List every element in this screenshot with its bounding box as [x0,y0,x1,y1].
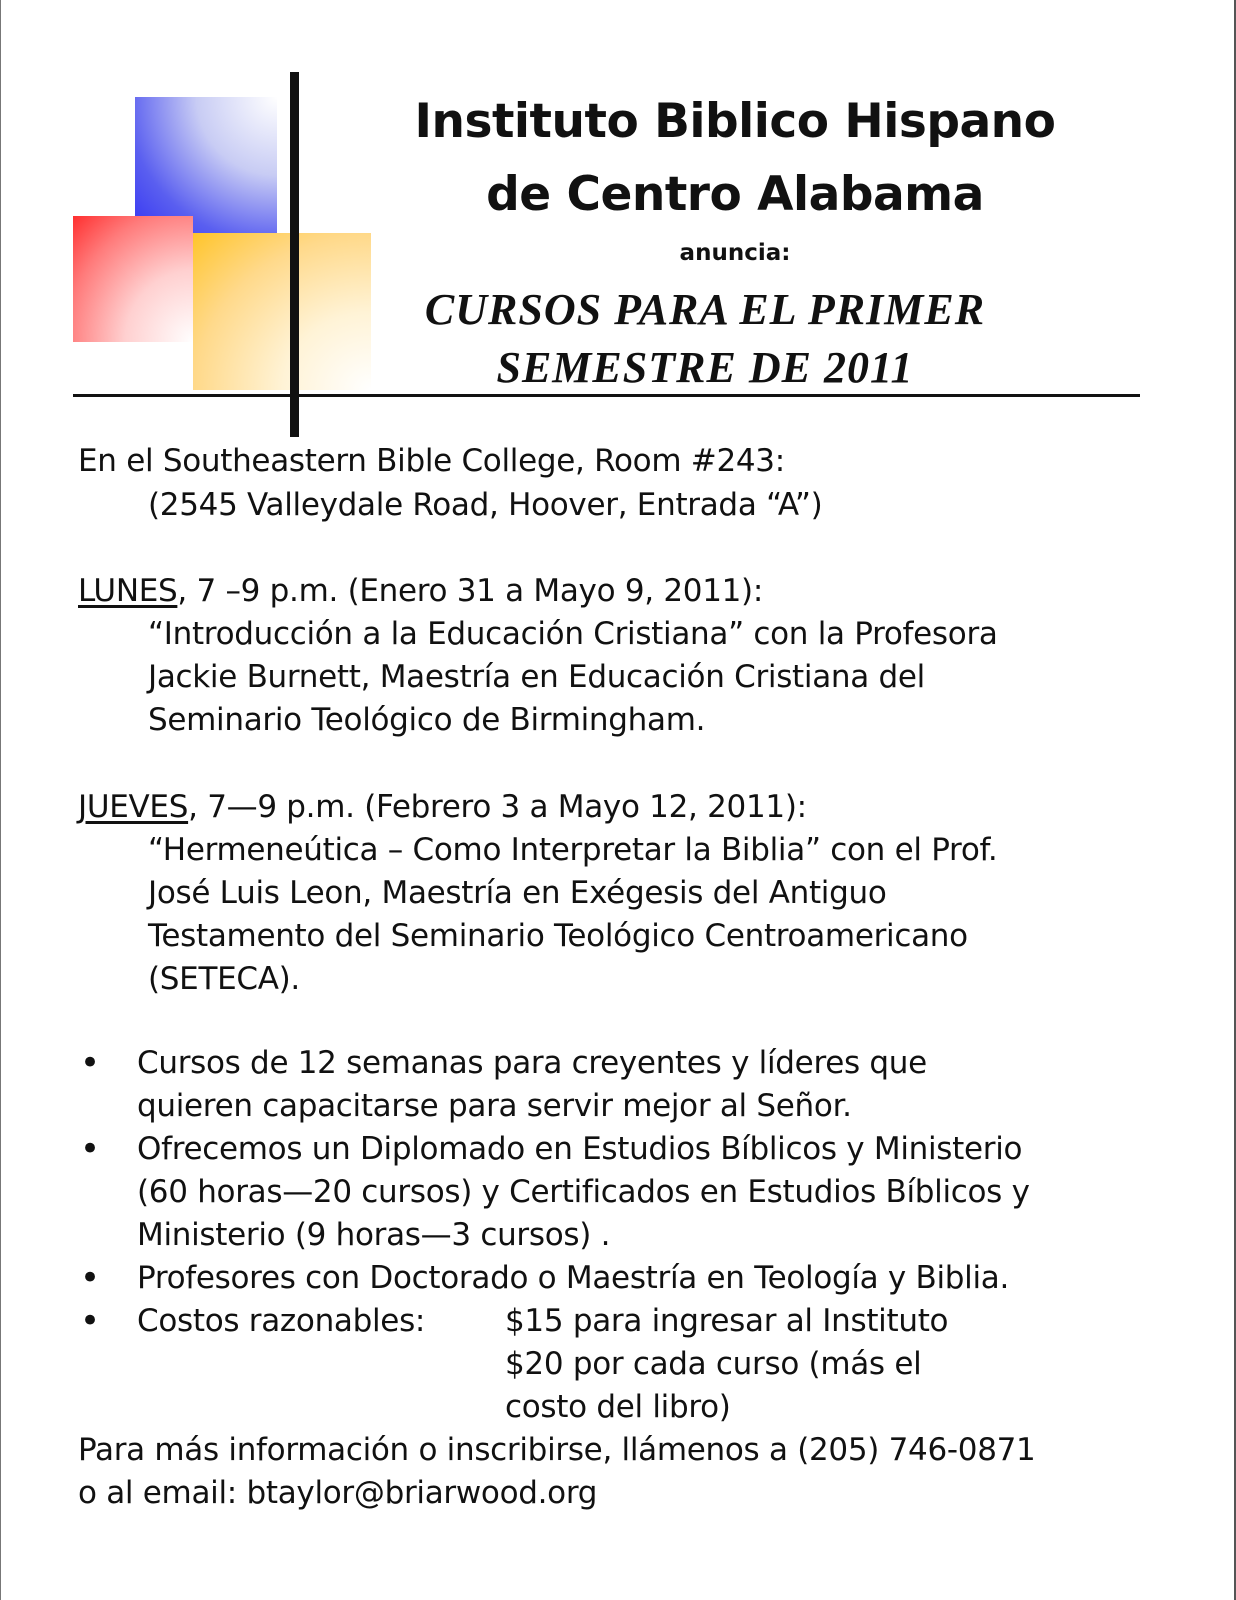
course2-desc-line4: (SETECA). [148,961,300,997]
course2-desc-line1: “Hermeneútica – Como Interpretar la Biblia” con el Prof. [148,832,998,868]
bullet-4: • [80,1301,101,1341]
vertical-rule [290,72,299,437]
course2-day: JUEVES [78,789,189,825]
cost-enrollment: $15 para ingresar al Instituto [505,1303,949,1339]
institute-title-line1: Instituto Biblico Hispano [414,94,1056,149]
cost-book: costo del libro) [505,1389,731,1425]
contact-phone-line: Para más información o inscribirse, llámenos a (205) 746-0871 [78,1432,1036,1468]
courses-heading-line2: SEMESTRE DE 2011 [496,343,914,392]
bullet-2: • [80,1129,101,1169]
location-line1: En el Southeastern Bible College, Room #243: [78,443,785,479]
decor-blue-square [135,97,277,235]
course1-time: , 7 –9 p.m. (Enero 31 a Mayo 9, 2011): [177,573,763,609]
bullet2-line1: Ofrecemos un Diplomado en Estudios Bíblicos y Ministerio [137,1131,1023,1167]
course2-desc-line2: José Luis Leon, Maestría en Exégesis del Antiguo [148,875,887,911]
bullet-1: • [80,1043,101,1083]
bullet-3: • [80,1258,101,1298]
announces-label: anuncia: [679,240,791,266]
costs-label: Costos razonables: [137,1303,426,1339]
course1-desc-line1: “Introducción a la Educación Cristiana” con la Profesora [148,616,998,652]
contact-email-line: o al email: btaylor@briarwood.org [78,1475,598,1511]
cost-per-course: $20 por cada curso (más el [505,1346,922,1382]
course2-desc-line3: Testamento del Seminario Teológico Centroamericano [148,918,968,954]
course1-schedule [78,570,763,613]
bullet3-line1: Profesores con Doctorado o Maestría en Teología y Biblia. [137,1260,1010,1296]
course1-day: LUNES [78,573,178,609]
bullet1-line2: quieren capacitarse para servir mejor al Señor. [137,1088,852,1124]
course1-desc-line3: Seminario Teológico de Birmingham. [148,702,706,738]
course2-time: , 7—9 p.m. (Febrero 3 a Mayo 12, 2011): [188,789,807,825]
page-border-left [0,0,1,1600]
decor-red-square [73,216,193,342]
institute-title-line2: de Centro Alabama [486,167,984,222]
bullet2-line3: Ministerio (9 horas—3 cursos) . [137,1217,611,1253]
courses-heading-line1: CURSOS PARA EL PRIMER [424,285,986,334]
bullet1-line1: Cursos de 12 semanas para creyentes y líderes que [137,1045,927,1081]
course2-schedule [78,786,807,829]
bullet2-line2: (60 horas—20 cursos) y Certificados en Estudios Bíblicos y [137,1174,1030,1210]
course1-desc-line2: Jackie Burnett, Maestría en Educación Cristiana del [148,659,925,695]
location-line2: (2545 Valleydale Road, Hoover, Entrada “A”) [148,487,823,523]
